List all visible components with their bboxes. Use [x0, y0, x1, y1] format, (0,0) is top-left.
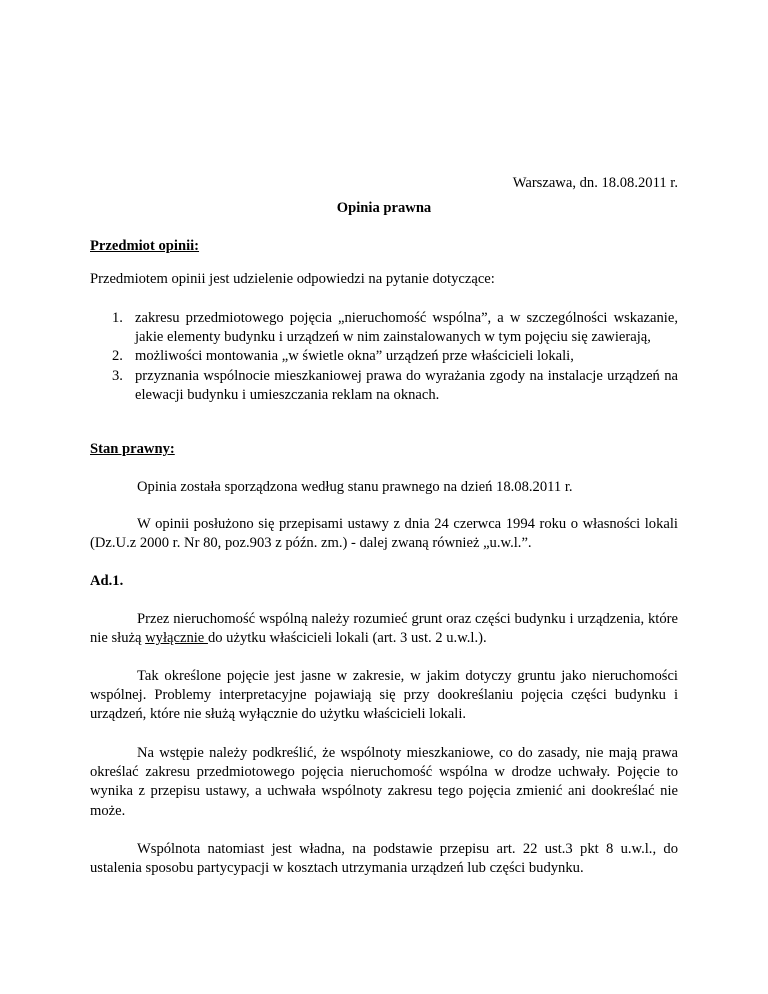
section-heading-ad1: Ad.1. [90, 573, 124, 589]
list-item-number: 3. [112, 367, 123, 384]
section-heading-subject: Przedmiot opinii: [90, 238, 200, 254]
list-item-text: zakresu przedmiotowego pojęcia „nieruchomość wspólna”, a w szczególności wskazanie, jakie elementy budynku i urządzeń w nim zainstalowanych w tym pojęciu się zawierają, [135, 310, 678, 346]
ad1-paragraph-2: Tak określone pojęcie jest jasne w zakresie, w jakim dotyczy gruntu jako nieruchomości wspólnej. Problemy interpretacyjne pojawiają się przy dookreślaniu pojęcia części budynku i urządzeń, które nie służą wyłącznie do użytku właścicieli lokali. [90, 668, 678, 723]
ad1-paragraph-3: Na wstępie należy podkreślić, że wspólnoty mieszkaniowe, co do zasady, nie mają prawa określać zakresu przedmiotowego pojęcia nieruchomość wspólna w drodze uchwały. Pojęcie to wynika z przepisu ustawy, a uchwała wspólnoty zakresu tego pojęcia zmienić ani dookreślać nie może. [90, 745, 678, 819]
list-item [90, 367, 678, 405]
legal-state-paragraph-1: Opinia została sporządzona według stanu prawnego na dzień 18.08.2011 r. [137, 479, 573, 495]
ad1-paragraph-4: Wspólnota natomiast jest władna, na podstawie przepisu art. 22 ust.3 pkt 8 u.w.l., do ustalenia sposobu partycypacji w kosztach utrzymania urządzeń lub części budynku. [90, 841, 678, 877]
list-item-number: 1. [112, 310, 123, 326]
list-item-text: przyznania wspólnocie mieszkaniowej prawa do wyrażania zgody na instalacje urządzeń na elewacji budynku i umieszczania reklam na oknach. [135, 367, 678, 403]
list-item-text: możliwości montowania „w świetle okna” urządzeń prze właścicieli lokali, [135, 348, 574, 365]
subject-list [90, 309, 678, 405]
ad1-paragraph-1-part-b: do użytku właścicieli lokali (art. 3 ust. 2 u.w.l.). [207, 630, 487, 647]
list-item [90, 309, 678, 347]
section-heading-legal-state: Stan prawny: [90, 441, 175, 457]
ad1-paragraph-1 [90, 610, 678, 648]
document-title: Opinia prawna [336, 200, 432, 216]
ad1-paragraph-1-underlined: wyłącznie [145, 630, 208, 647]
list-item [90, 347, 678, 366]
legal-state-paragraph-2: W opinii posłużono się przepisami ustawy z dnia 24 czerwca 1994 roku o własności lokali (Dz.U.z 2000 r. Nr 80, poz.903 z późn. zm.) - dalej zwaną również „u.w.l.”. [90, 516, 678, 552]
subject-intro: Przedmiotem opinii jest udzielenie odpowiedzi na pytanie dotyczące: [90, 271, 495, 287]
list-item-number: 2. [112, 348, 123, 365]
ad1-paragraph-1-part-a: Przez nieruchomość wspólną należy rozumieć grunt oraz części budynku i urządzenia, które nie służą [90, 611, 678, 647]
document-page [90, 0, 678, 994]
date-line: Warszawa, dn. 18.08.2011 r. [512, 175, 678, 191]
